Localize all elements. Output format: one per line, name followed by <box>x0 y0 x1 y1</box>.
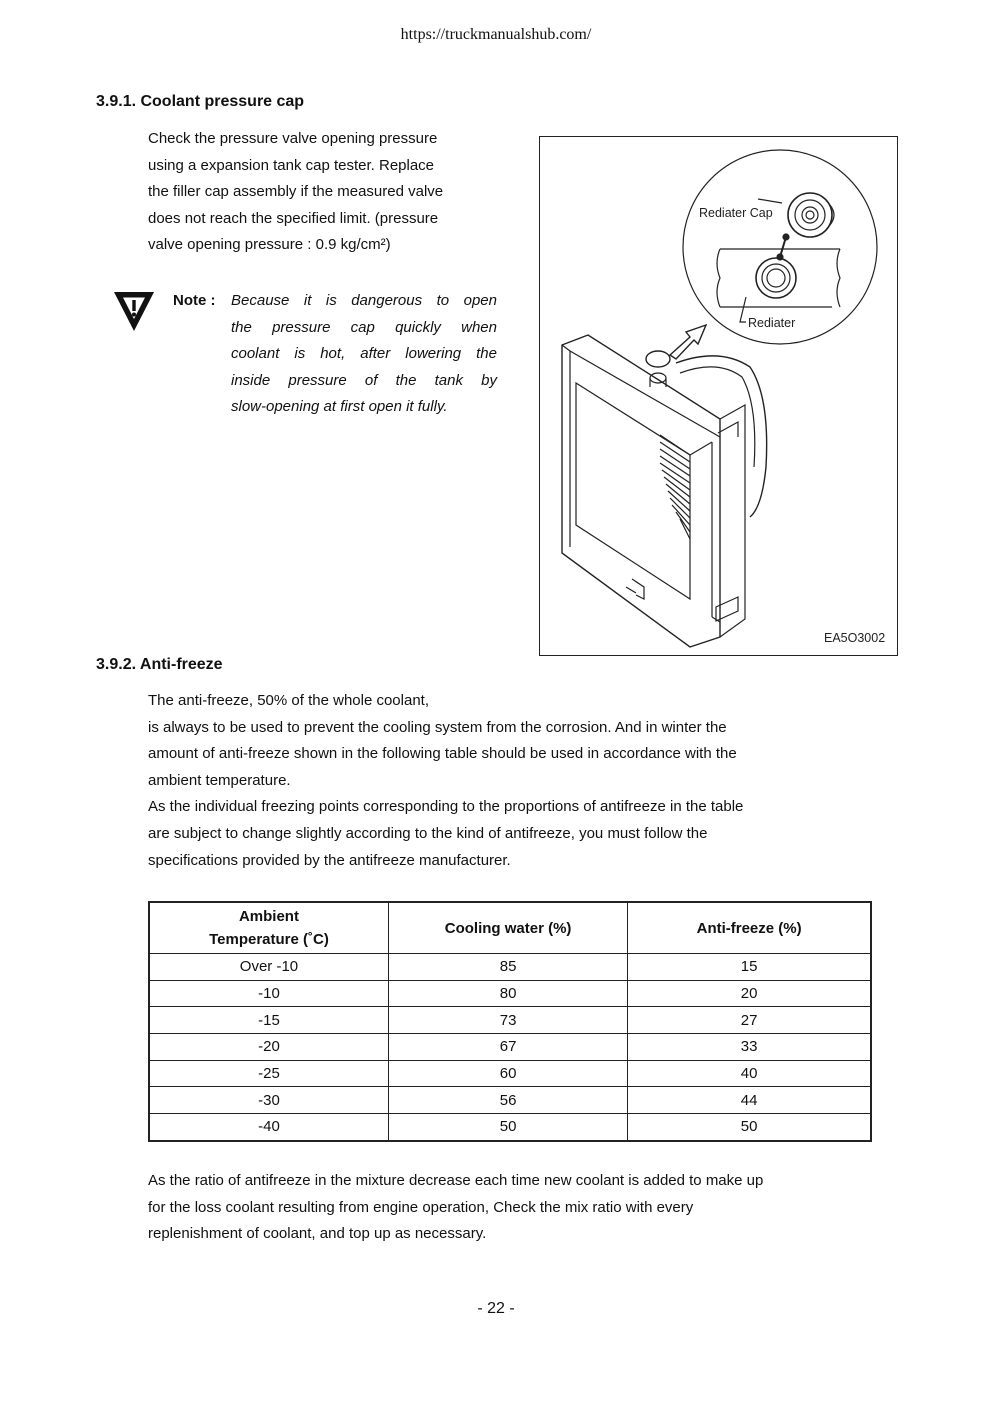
table-cell: 20 <box>628 980 871 1007</box>
table-row <box>149 1034 871 1061</box>
table-cell: 40 <box>628 1060 871 1087</box>
paragraph-line: are subject to change slightly according to the kind of antifreeze, you must follow the <box>148 824 708 842</box>
note-line: slow-opening at first open it fully. <box>231 398 448 416</box>
note-line: Because it is dangerous to open <box>231 292 497 309</box>
source-url[interactable]: https://truckmanualshub.com/ <box>400 26 592 43</box>
page-number: - 22 - <box>477 1300 515 1317</box>
anti-freeze-paragraph <box>148 688 743 874</box>
header-line: Ambient <box>238 908 299 925</box>
table-cell: -20 <box>149 1034 388 1061</box>
paragraph-line: does not reach the specified limit. (pressure <box>148 209 439 227</box>
table-cell: -15 <box>149 1007 388 1034</box>
header-ambient-temperature <box>149 902 388 954</box>
table-row <box>149 980 871 1007</box>
table-row <box>149 1060 871 1087</box>
coolant-cap-paragraph <box>148 126 443 259</box>
table-cell: 44 <box>628 1087 871 1114</box>
table-cell: 50 <box>388 1114 627 1141</box>
table-cell: 50 <box>628 1114 871 1141</box>
section-title-anti-freeze: 3.9.2. Anti-freeze <box>96 656 223 673</box>
paragraph-line: As the ratio of antifreeze in the mixture decrease each time new coolant is added to make up <box>148 1172 764 1189</box>
table-cell: -30 <box>149 1087 388 1114</box>
mix-ratio-paragraph <box>148 1168 763 1248</box>
paragraph-line: The anti-freeze, 50% of the whole coolant, <box>148 692 430 709</box>
table-cell: Over -10 <box>149 954 388 981</box>
table-cell: 60 <box>388 1060 627 1087</box>
table-row <box>149 1087 871 1114</box>
figure-code: EA5O3002 <box>824 631 886 645</box>
note-line: coolant is hot, after lowering the <box>231 345 497 363</box>
table-cell: 33 <box>628 1034 871 1061</box>
table-cell: 67 <box>388 1034 627 1061</box>
table-header-row <box>149 902 871 954</box>
note-line: the pressure cap quickly when <box>231 318 497 336</box>
section-title-coolant-cap: 3.9.1. Coolant pressure cap <box>96 93 305 110</box>
paragraph-line: Check the pressure valve opening pressure <box>148 130 438 147</box>
table-row <box>149 1007 871 1034</box>
table-cell: -25 <box>149 1060 388 1087</box>
paragraph-line: is always to be used to prevent the cooling system from the corrosion. And in winter the <box>148 718 727 736</box>
table-cell: 80 <box>388 980 627 1007</box>
table-row <box>149 1114 871 1141</box>
paragraph-line: ambient temperature. <box>148 771 291 789</box>
table-row <box>149 954 871 981</box>
note-text <box>231 288 497 421</box>
table-cell: 73 <box>388 1007 627 1034</box>
paragraph-line: for the loss coolant resulting from engine operation, Check the mix ratio with every <box>148 1198 694 1216</box>
header-anti-freeze: Anti-freeze (%) <box>628 902 871 954</box>
header-line: Temperature (˚C) <box>209 931 329 948</box>
paragraph-line: As the individual freezing points corresponding to the proportions of antifreeze in the table <box>148 798 744 816</box>
header-cooling-water: Cooling water (%) <box>388 902 627 954</box>
paragraph-line: the filler cap assembly if the measured valve <box>148 183 444 201</box>
paragraph-line: replenishment of coolant, and top up as necessary. <box>148 1225 487 1243</box>
warning-triangle-icon <box>112 289 156 333</box>
table-cell: 27 <box>628 1007 871 1034</box>
table-cell: -10 <box>149 980 388 1007</box>
note-line: inside pressure of the tank by <box>231 371 497 389</box>
cap-label: Rediater Cap <box>699 206 773 220</box>
table-cell: 85 <box>388 954 627 981</box>
paragraph-line: valve opening pressure : 0.9 kg/cm²) <box>148 236 391 254</box>
table-cell: 15 <box>628 954 871 981</box>
radiator-figure <box>539 136 898 656</box>
table-cell: 56 <box>388 1087 627 1114</box>
paragraph-line: using a expansion tank cap tester. Replace <box>148 156 435 174</box>
paragraph-line: amount of anti-freeze shown in the following table should be used in accordance with the <box>148 745 737 763</box>
anti-freeze-table <box>148 901 872 1142</box>
table-cell: -40 <box>149 1114 388 1141</box>
radiator-label: Rediater <box>748 316 796 330</box>
paragraph-line: specifications provided by the antifreeze manufacturer. <box>148 851 511 869</box>
note-label: Note : <box>173 292 216 309</box>
